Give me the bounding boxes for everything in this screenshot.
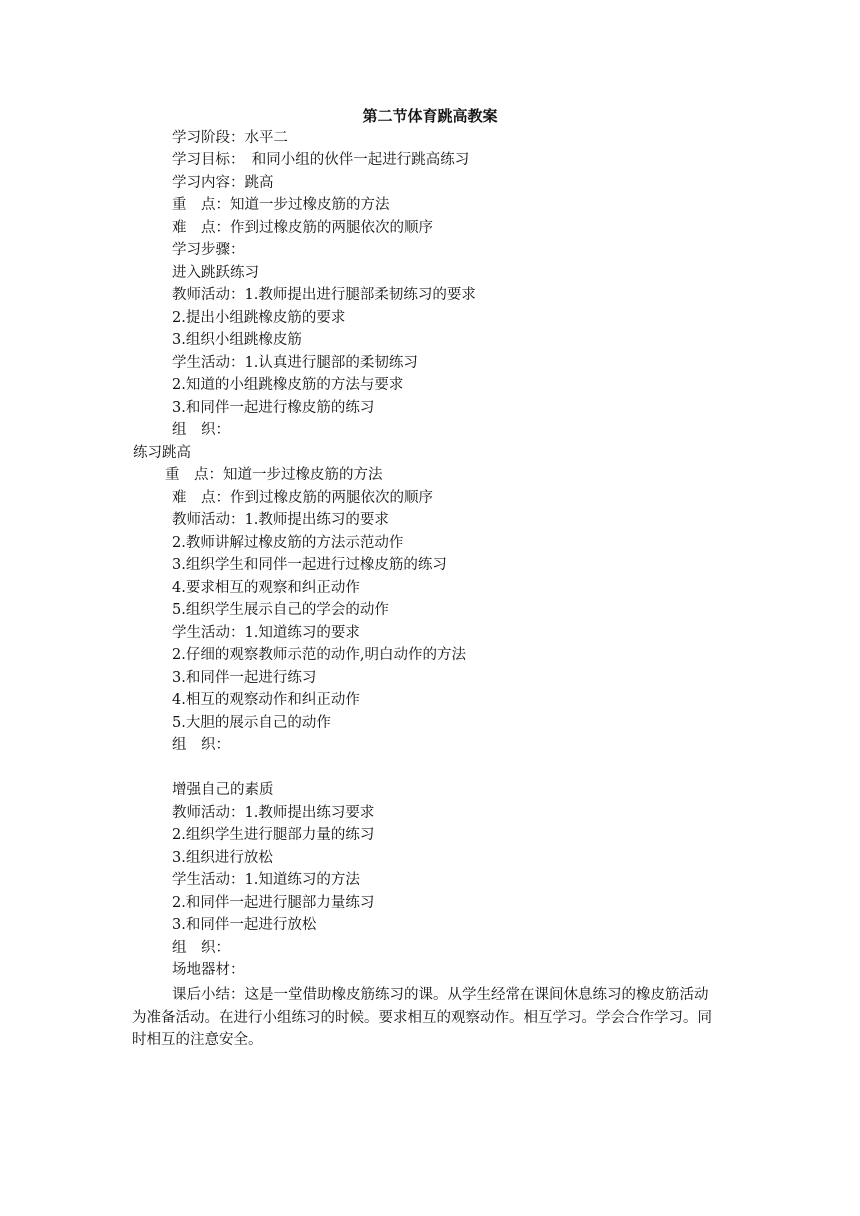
text-line: 2.和同伴一起进行腿部力量练习 (172, 895, 375, 911)
text-line: 5.大胆的展示自己的动作 (172, 715, 331, 731)
text-line: 2.提出小组跳橡皮筋的要求 (172, 310, 346, 326)
text-line: 2.仔细的观察教师示范的动作,明白动作的方法 (172, 647, 466, 663)
text-line: 3.组织进行放松 (172, 850, 273, 866)
text-line: 3.组织学生和同伴一起进行过橡皮筋的练习 (172, 557, 447, 573)
text-line: 学习内容：跳高 (172, 175, 274, 191)
text-line: 难 点：作到过橡皮筋的两腿依次的顺序 (172, 220, 433, 236)
section-heading: 进入跳跃练习 (172, 265, 259, 281)
text-line: 场地器材： (172, 962, 245, 978)
text-line: 4.要求相互的观察和纠正动作 (172, 580, 360, 596)
text-line: 学习步骤： (172, 242, 245, 258)
summary-line: 时相互的注意安全。 (132, 1032, 263, 1048)
summary-line: 课后小结：这是一堂借助橡皮筋练习的课。从学生经常在课间休息练习的橡皮筋活动 (172, 987, 709, 1003)
text-line: 2.组织学生进行腿部力量的练习 (172, 827, 375, 843)
text-line: 教师活动：1.教师提出进行腿部柔韧练习的要求 (172, 287, 476, 303)
text-line: 学习阶段：水平二 (172, 130, 288, 146)
text-line: 3.组织小组跳橡皮筋 (172, 332, 302, 348)
text-line: 学生活动：1.知道练习的方法 (172, 872, 360, 888)
text-line: 学生活动：1.知道练习的要求 (172, 625, 360, 641)
text-line: 组 织： (172, 422, 230, 438)
text-line: 3.和同伴一起进行放松 (172, 917, 317, 933)
text-line: 重 点：知道一步过橡皮筋的方法 (165, 467, 383, 483)
text-line: 学生活动：1.认真进行腿部的柔韧练习 (172, 355, 418, 371)
document-title: 第二节体育跳高教案 (362, 107, 498, 125)
text-line: 组 织： (172, 737, 230, 753)
text-line: 3.和同伴一起进行橡皮筋的练习 (172, 400, 375, 416)
text-line: 2.知道的小组跳橡皮筋的方法与要求 (172, 377, 404, 393)
text-line: 重 点：知道一步过橡皮筋的方法 (172, 197, 390, 213)
section-heading: 增强自己的素质 (172, 782, 274, 798)
text-line: 2.教师讲解过橡皮筋的方法示范动作 (172, 535, 404, 551)
text-line: 4.相互的观察动作和纠正动作 (172, 692, 360, 708)
text-line: 学习目标： 和同小组的伙伴一起进行跳高练习 (172, 152, 470, 168)
text-line: 5.组织学生展示自己的学会的动作 (172, 602, 389, 618)
text-line: 教师活动：1.教师提出练习的要求 (172, 512, 389, 528)
summary-line: 为准备活动。在进行小组练习的时候。要求相互的观察动作。相互学习。学会合作学习。同 (132, 1010, 712, 1026)
section-heading: 练习跳高 (133, 445, 191, 461)
text-line: 教师活动：1.教师提出练习要求 (172, 805, 375, 821)
text-line: 难 点：作到过橡皮筋的两腿依次的顺序 (172, 490, 433, 506)
text-line: 组 织： (172, 940, 230, 956)
text-line: 3.和同伴一起进行练习 (172, 670, 317, 686)
